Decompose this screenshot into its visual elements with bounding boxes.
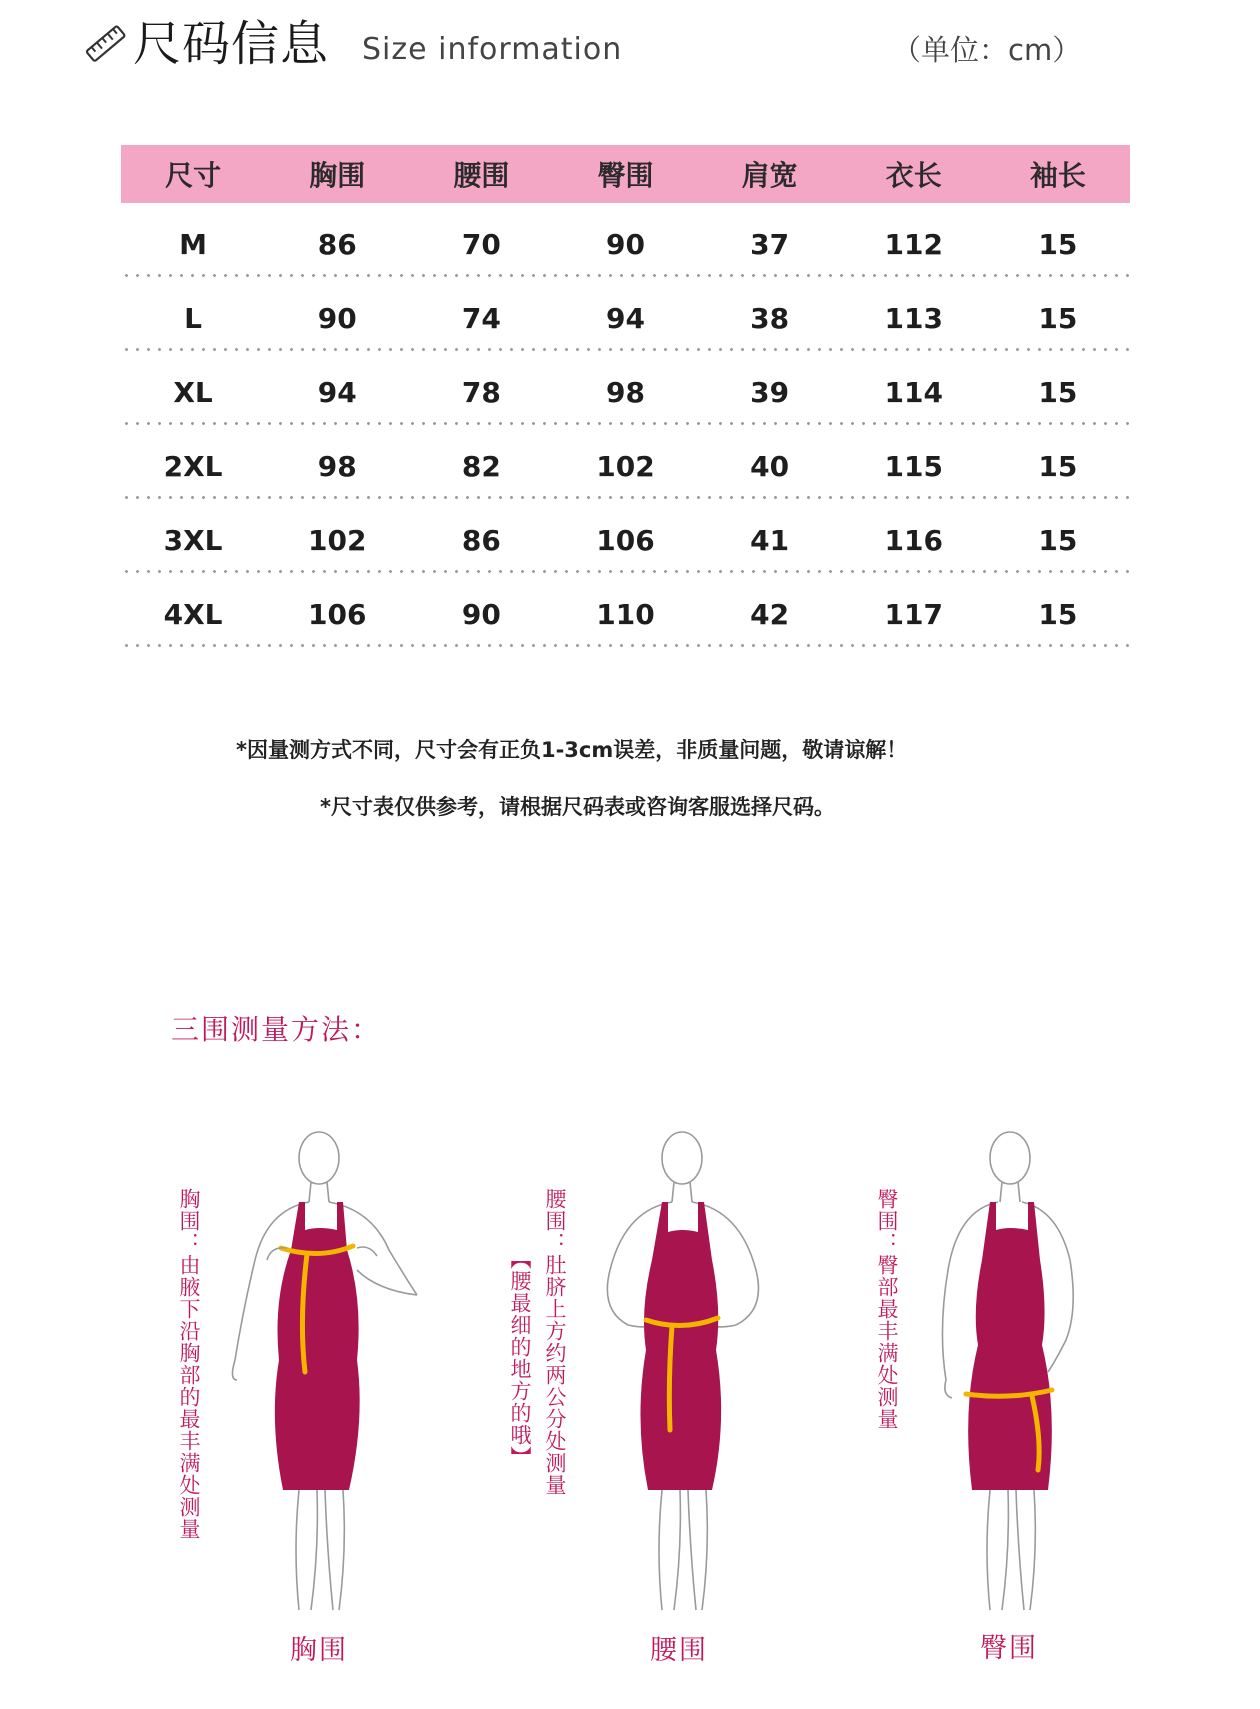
table-cell: 15 <box>1038 227 1078 261</box>
table-cell: 106 <box>596 523 655 557</box>
table-cell: 102 <box>596 449 655 483</box>
column-header-chest: 胸围 <box>309 159 366 192</box>
table-cell: M <box>179 227 207 261</box>
column-header-length: 衣长 <box>885 159 942 192</box>
reference-note: *尺寸表仅供参考，请根据尺码表或咨询客服选择尺码。 <box>320 795 835 819</box>
table-cell: 114 <box>884 375 943 409</box>
column-header-waist: 腰围 <box>453 159 510 192</box>
column-header-sleeve: 袖长 <box>1029 159 1086 192</box>
table-cell: 3XL <box>163 523 223 557</box>
hip-measurement-figure <box>898 1110 1128 1630</box>
table-row <box>121 425 1130 499</box>
column-header-size: 尺寸 <box>165 159 222 192</box>
page-subtitle: Size information <box>362 32 623 67</box>
table-cell: 40 <box>750 449 790 483</box>
table-cell: 116 <box>884 523 943 557</box>
table-cell: 15 <box>1038 375 1078 409</box>
table-row <box>121 277 1130 351</box>
page-title: 尺码信息 <box>133 16 330 72</box>
table-cell: 86 <box>317 227 357 261</box>
table-cell: 4XL <box>163 597 223 631</box>
waist-measurement-figure <box>570 1110 800 1630</box>
chest-caption: 胸围 <box>290 1635 348 1666</box>
hip-description: 臀围：臀部最丰满处测量 <box>875 1188 899 1430</box>
table-cell: 94 <box>606 301 645 335</box>
chest-description: 胸围：由腋下沿胸部的最丰满处测量 <box>177 1188 201 1540</box>
unit-label: （单位：cm） <box>892 33 1082 67</box>
table-cell: 74 <box>461 301 501 335</box>
table-cell: 106 <box>307 597 367 631</box>
table-cell: 82 <box>461 449 501 483</box>
table-row <box>121 203 1130 277</box>
waist-caption: 腰围 <box>650 1635 708 1666</box>
table-cell: 113 <box>884 301 943 335</box>
column-header-shoulder: 肩宽 <box>741 159 798 192</box>
table-cell: 102 <box>307 523 367 557</box>
table-cell: 117 <box>884 597 943 631</box>
table-cell: L <box>184 301 202 335</box>
table-header <box>121 145 1130 203</box>
table-cell: 112 <box>884 227 943 261</box>
table-cell: 98 <box>317 449 357 483</box>
table-cell: 15 <box>1038 301 1078 335</box>
size-table <box>121 145 1130 647</box>
table-cell: 2XL <box>163 449 223 483</box>
table-cell: 15 <box>1038 523 1078 557</box>
table-cell: 15 <box>1038 597 1078 631</box>
table-row <box>121 351 1130 425</box>
table-row <box>121 499 1130 573</box>
method-title: 三围测量方法： <box>171 1013 382 1046</box>
waist-note: 【腰最细的地方的哦】 <box>508 1248 532 1468</box>
disclaimer-note: *因量测方式不同，尺寸会有正负1-3cm误差，非质量问题，敬请谅解！ <box>236 738 908 762</box>
table-cell: 38 <box>750 301 790 335</box>
table-cell: 90 <box>606 227 645 261</box>
table-cell: XL <box>173 375 213 409</box>
table-body <box>121 203 1130 647</box>
table-cell: 42 <box>750 597 790 631</box>
table-cell: 41 <box>750 523 790 557</box>
table-cell: 37 <box>750 227 790 261</box>
table-cell: 90 <box>317 301 357 335</box>
table-cell: 98 <box>606 375 645 409</box>
table-row <box>121 573 1130 647</box>
table-cell: 115 <box>884 449 943 483</box>
ruler-icon <box>84 22 128 66</box>
hip-caption: 臀围 <box>980 1633 1038 1664</box>
column-header-hip: 臀围 <box>597 159 654 192</box>
table-cell: 94 <box>317 375 357 409</box>
chest-measurement-figure <box>207 1110 437 1630</box>
table-cell: 15 <box>1038 449 1078 483</box>
table-cell: 39 <box>750 375 790 409</box>
table-cell: 90 <box>461 597 501 631</box>
table-cell: 70 <box>461 227 501 261</box>
table-cell: 78 <box>461 375 501 409</box>
table-cell: 86 <box>461 523 501 557</box>
table-cell: 110 <box>596 597 655 631</box>
waist-description: 腰围：肚脐上方约两公分处测量 <box>543 1188 567 1496</box>
